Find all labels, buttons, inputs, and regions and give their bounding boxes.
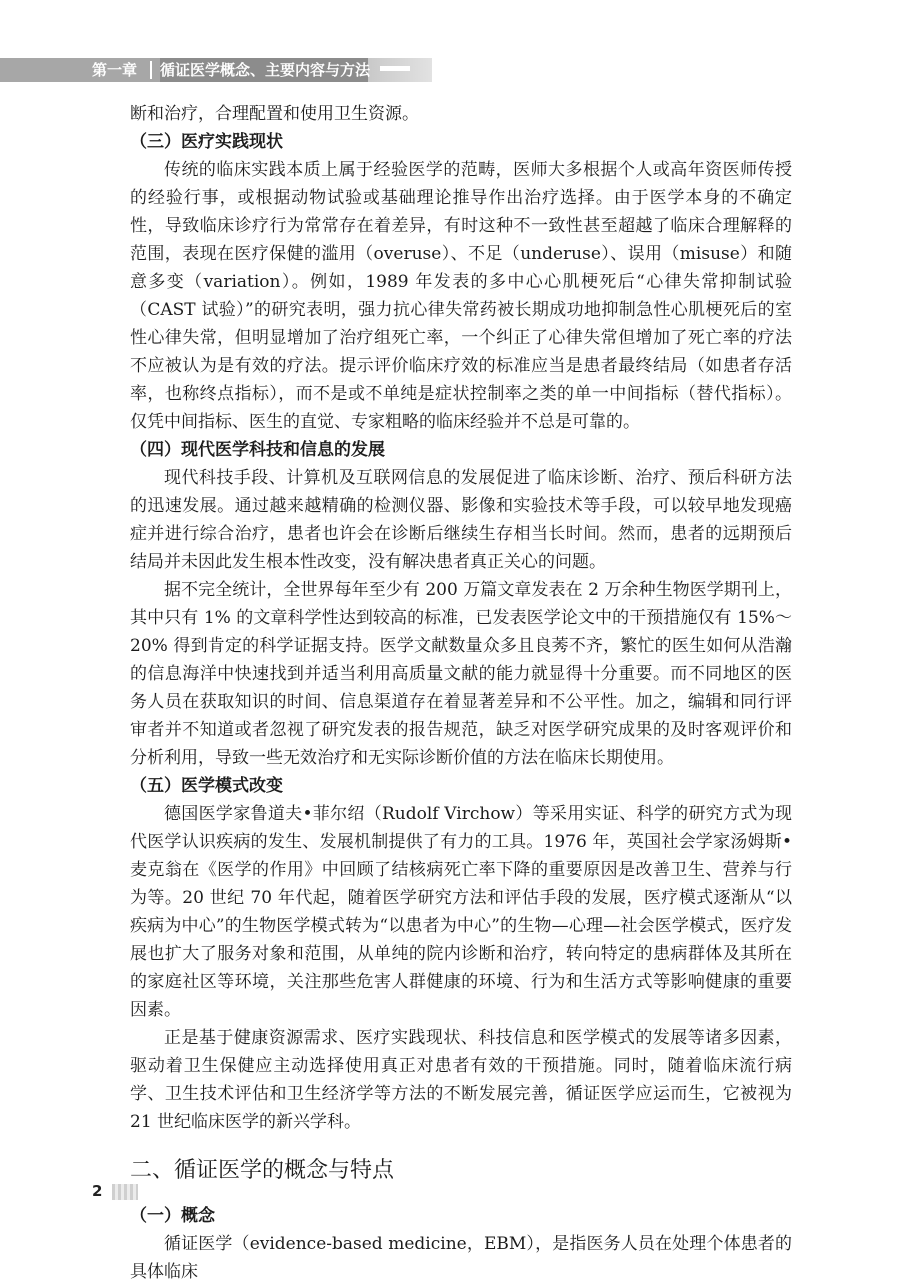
- page-number: 2: [92, 1182, 103, 1200]
- section-heading: （四）现代医学科技和信息的发展: [130, 440, 385, 460]
- page-body: [130, 100, 792, 1286]
- header-decoration-bar: [380, 66, 410, 71]
- section-heading: （一）概念: [130, 1206, 215, 1226]
- running-header-title: 循证医学概念、主要内容与方法: [160, 61, 371, 79]
- header-separator: [150, 61, 152, 79]
- paragraph: 现代科技手段、计算机及互联网信息的发展促进了临床诊断、治疗、预后科研方法的迅速发展。通过越来越精确的检测仪器、影像和实验技术等手段，可以较早地发现癌症并进行综合治疗，患者也许会在诊断后继续生存相当长时间。然而，患者的远期预后结局并未因此发生根本性改变，没有解决患者真正关心的问题。: [130, 468, 792, 572]
- paragraph: 德国医学家鲁道夫•菲尔绍（Rudolf Virchow）等采用实证、科学的研究方式为现代医学认识疾病的发生、发展机制提供了有力的工具。1976 年，英国社会学家汤姆斯•麦克翁在《医学的作用》中回顾了结核病死亡率下降的重要原因是改善卫生、营养与行为等。20 世纪 70 年代起，随着医学研究方法和评估手段的发展，医疗模式逐渐从“以疾病为中心”的生物医学模式转为“以患者为中心”的生物—心理—社会医学模式，医疗发展也扩大了服务对象和范围，从单纯的院内诊断和治疗，转向特定的患病群体及其所在的家庭社区等环境，关注那些危害人群健康的环境、行为和生活方式等影响健康的重要因素。: [130, 804, 792, 1020]
- paragraph: 据不完全统计，全世界每年至少有 200 万篇文章发表在 2 万余种生物医学期刊上，其中只有 1% 的文章科学性达到较高的标准，已发表医学论文中的干预措施仅有 15%～20% 得到肯定的科学证据支持。医学文献数量众多且良莠不齐，繁忙的医生如何从浩瀚的信息海洋中快速找到并适当利用高质量文献的能力就显得十分重要。而不同地区的医务人员在获取知识的时间、信息渠道存在着显著差异和不公平性。加之，编辑和同行评审者并不知道或者忽视了研究发表的报告规范，缺乏对医学研究成果的及时客观评价和分析利用，导致一些无效治疗和无实际诊断价值的方法在临床长期使用。: [130, 580, 792, 768]
- section-heading: （五）医学模式改变: [130, 776, 283, 796]
- paragraph: 断和治疗，合理配置和使用卫生资源。: [130, 104, 419, 124]
- paragraph: 正是基于健康资源需求、医疗实践现状、科技信息和医学模式的发展等诸多因素，驱动着卫生保健应主动选择使用真正对患者有效的干预措施。同时，随着临床流行病学、卫生技术评估和卫生经济学等方法的不断发展完善，循证医学应运而生，它被视为 21 世纪临床医学的新兴学科。: [130, 1028, 792, 1132]
- paragraph: 循证医学（evidence-based medicine，EBM），是指医务人员在处理个体患者的具体临床: [130, 1234, 792, 1282]
- chapter-label: 第一章: [92, 61, 138, 79]
- chapter-section-title: 二、循证医学的概念与特点: [130, 1158, 395, 1183]
- footer-decoration: [112, 1184, 138, 1200]
- section-heading: （三）医疗实践现状: [130, 132, 283, 152]
- paragraph: 传统的临床实践本质上属于经验医学的范畴，医师大多根据个人或高年资医师传授的经验行事，或根据动物试验或基础理论推导作出治疗选择。由于医学本身的不确定性，导致临床诊疗行为常常存在着差异，有时这种不一致性甚至超越了临床合理解释的范围，表现在医疗保健的滥用（overuse）、不足（underuse）、误用（misuse）和随意多变（variation）。例如，1989 年发表的多中心心肌梗死后“心律失常抑制试验（CAST 试验）”的研究表明，强力抗心律失常药被长期成功地抑制急性心肌梗死后的室性心律失常，但明显增加了治疗组死亡率，一个纠正了心律失常但增加了死亡率的疗法不应被认为是有效的疗法。提示评价临床疗效的标准应当是患者最终结局（如患者存活率，也称终点指标），而不是或不单纯是症状控制率之类的单一中间指标（替代指标）。仅凭中间指标、医生的直觉、专家粗略的临床经验并不总是可靠的。: [130, 160, 792, 432]
